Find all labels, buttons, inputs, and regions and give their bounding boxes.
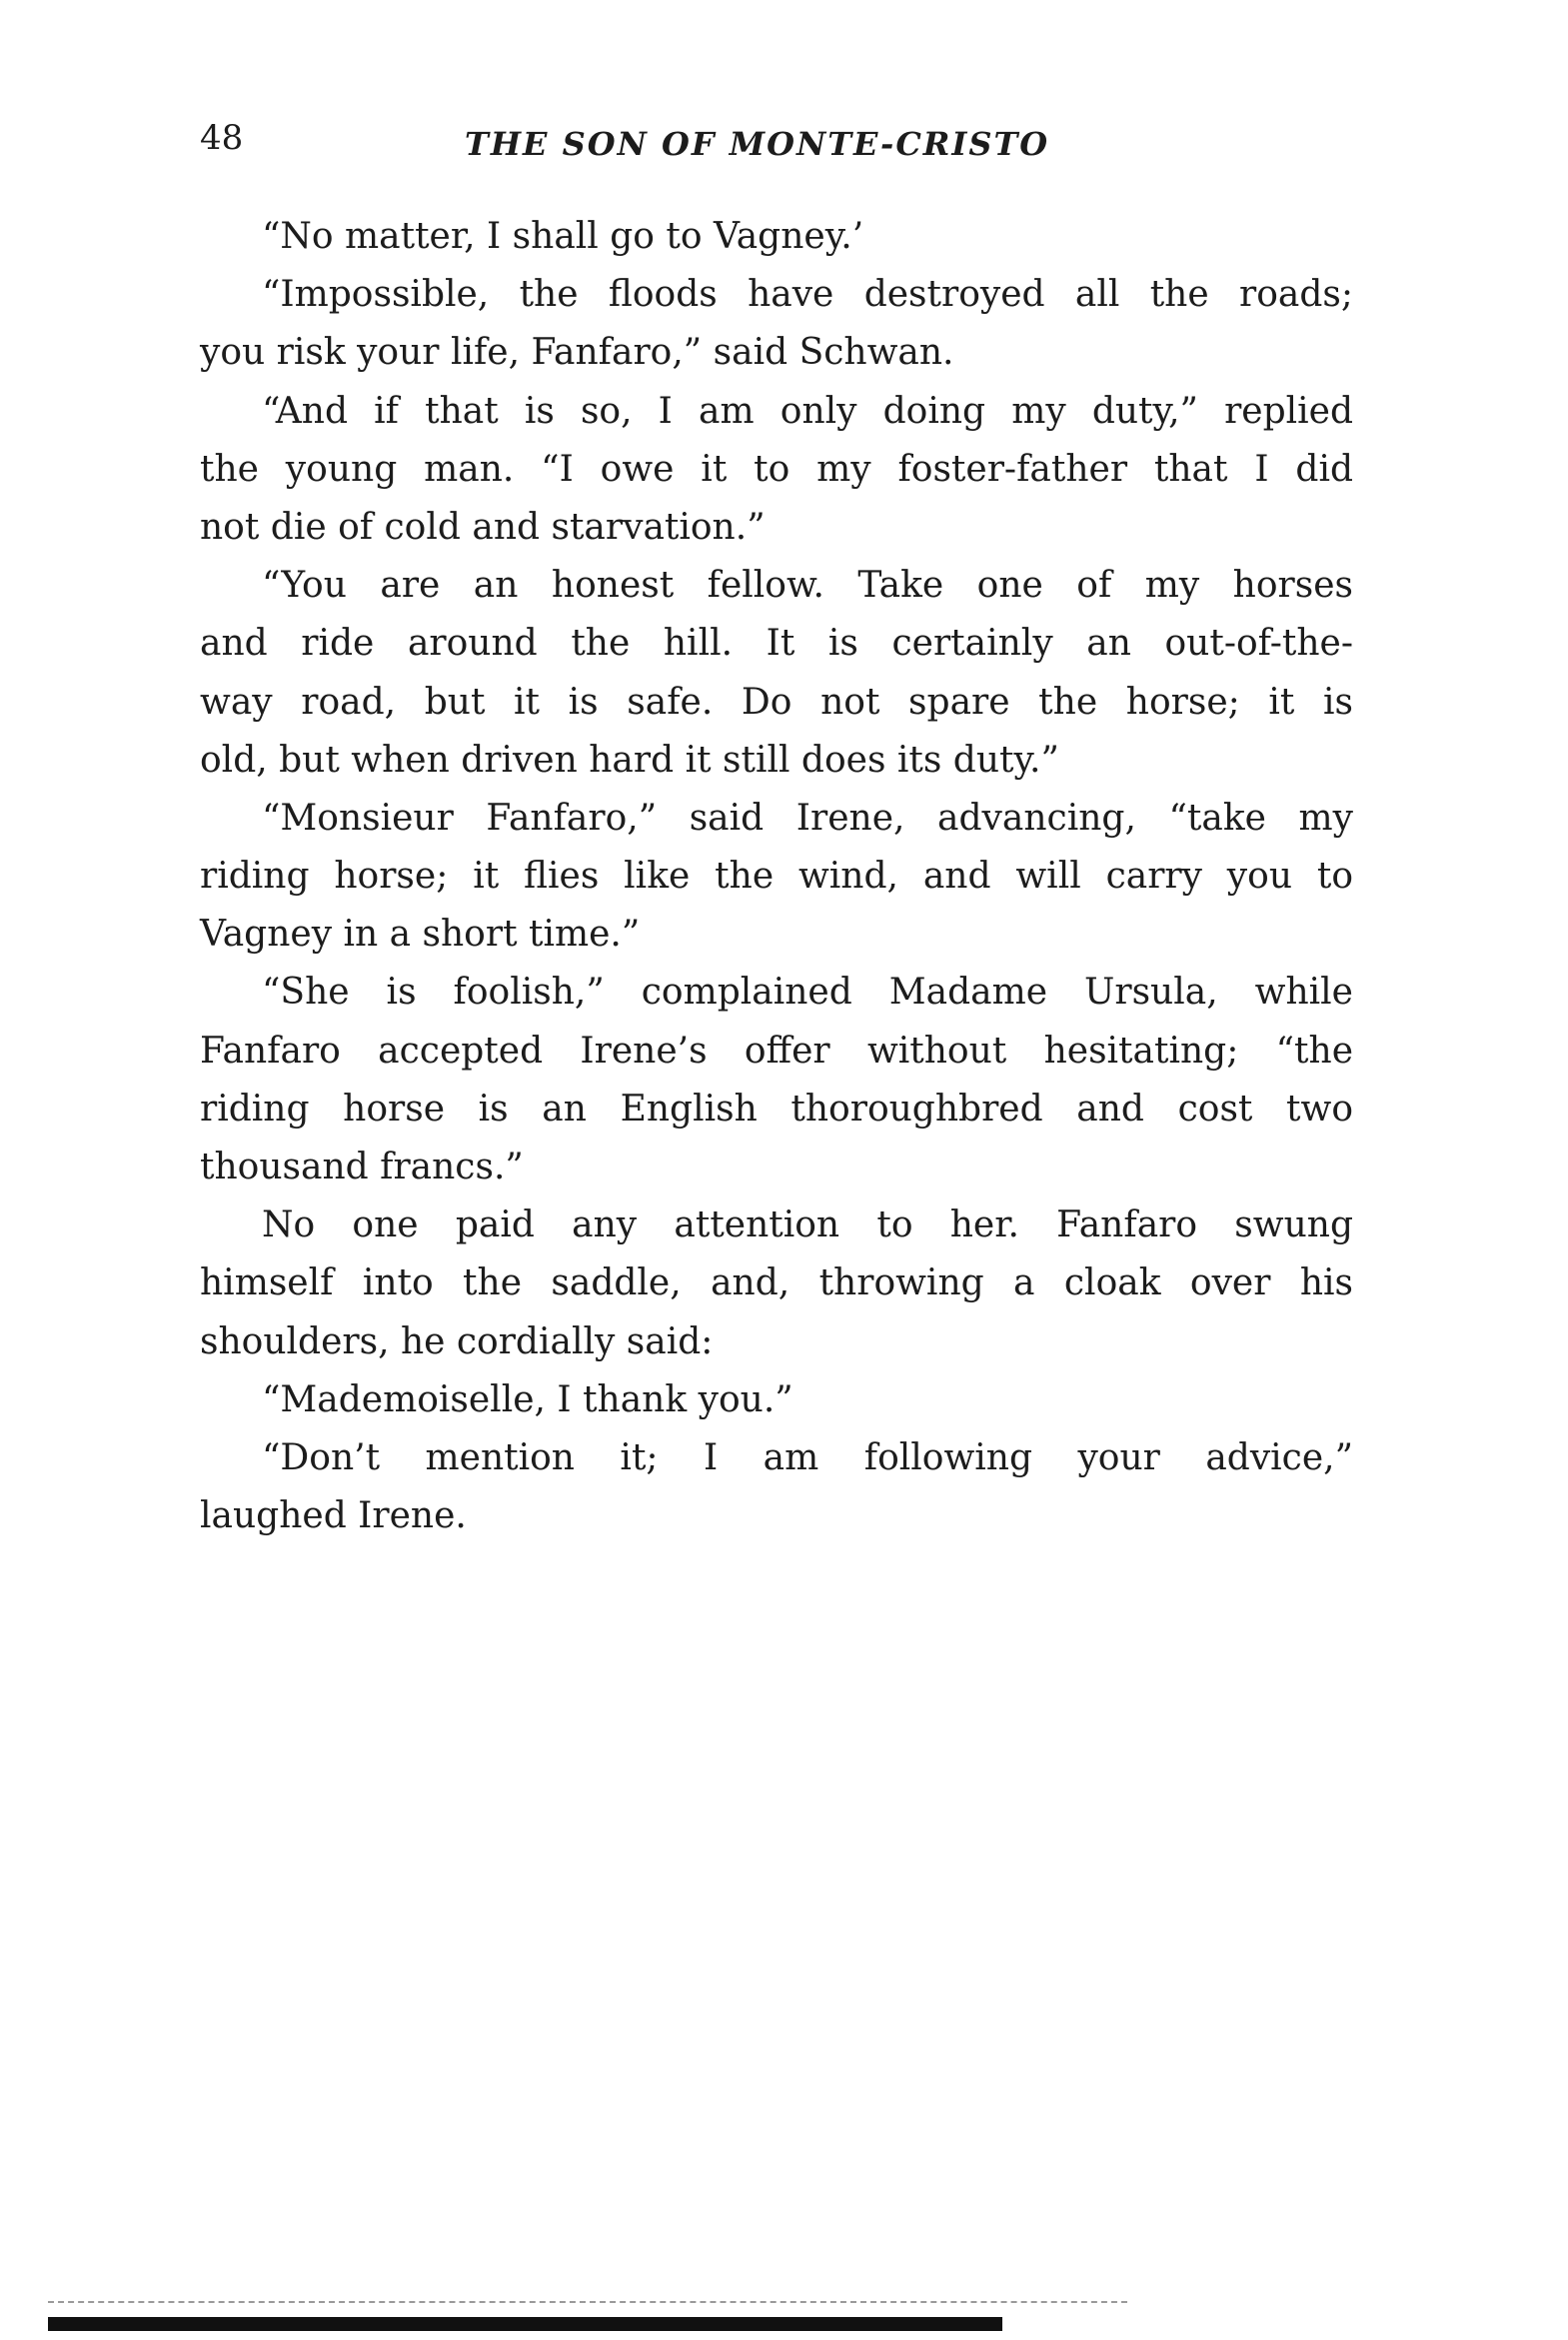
text-line: thousand francs.” [200, 1147, 524, 1187]
text-line: laughed Irene. [200, 1495, 467, 1537]
page-number: 48 [200, 118, 244, 158]
text-line: “You are an honest fellow. Take one of my horses [262, 565, 1353, 607]
text-line: “Monsieur Fanfaro,” said Irene, advancing, “take my [262, 797, 1353, 839]
bottom-scan-rule-thin [48, 2301, 1127, 2303]
text-line: “Mademoiselle, I thank you.” [262, 1378, 793, 1420]
text-line: not die of cold and starvation.” [200, 506, 766, 548]
text-line: you risk your life, Fanfaro,” said Schwan. [200, 332, 954, 374]
text-line: old, but when driven hard it still does its duty.” [200, 739, 1059, 781]
text-line: Vagney in a short time.” [200, 914, 641, 956]
text-line: the young man. “I owe it to my foster-father that I did [200, 448, 1353, 490]
text-line: Fanfaro accepted Irene’s offer without hesitating; “the [200, 1030, 1353, 1072]
text-line: No one paid any attention to her. Fanfaro swung [262, 1204, 1353, 1246]
text-line: “No matter, I shall go to Vagney.’ [262, 216, 864, 257]
running-head: THE SON OF MONTE-CRISTO [465, 125, 1050, 163]
text-line: “She is foolish,” complained Madame Ursula, while [262, 972, 1353, 1014]
text-line: “And if that is so, I am only doing my duty,” replied [262, 390, 1353, 432]
text-line: and ride around the hill. It is certainly an out-of-the- [200, 623, 1353, 665]
body-text [200, 208, 1353, 1545]
text-line: “Impossible, the floods have destroyed all the roads; [262, 274, 1353, 316]
text-line: himself into the saddle, and, throwing a cloak over his [200, 1262, 1353, 1304]
text-line: way road, but it is safe. Do not spare the horse; it is [200, 681, 1353, 723]
text-line: riding horse; it flies like the wind, and will carry you to [200, 856, 1353, 898]
text-line: shoulders, he cordially said: [200, 1320, 714, 1362]
text-line: “Don’t mention it; I am following your advice,” [262, 1436, 1353, 1478]
text-line: riding horse is an English thoroughbred and cost two [200, 1088, 1353, 1130]
bottom-scan-rule-thick [48, 2317, 1002, 2331]
